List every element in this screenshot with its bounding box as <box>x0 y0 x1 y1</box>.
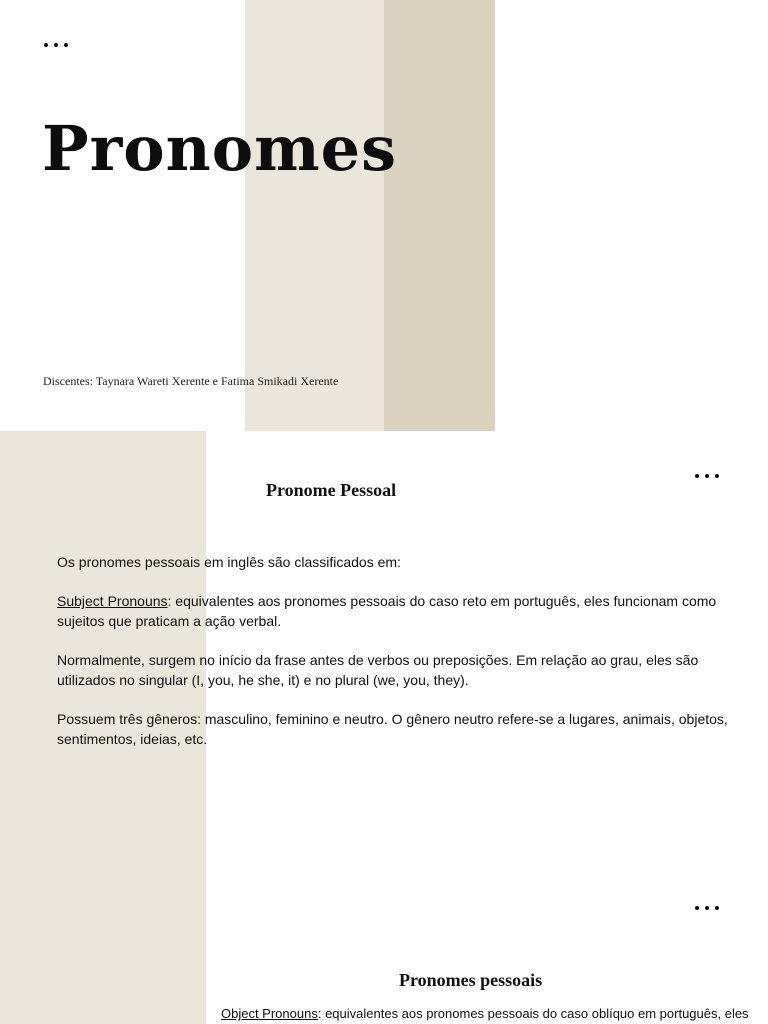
decorative-band-light <box>245 0 384 431</box>
decorative-side-panel <box>0 906 206 1024</box>
paragraph-genders: Possuem três gêneros: masculino, feminino e neutro. O gênero neutro refere-se a lugares, animais, objetos, sentimentos, ideias, etc. <box>57 711 728 747</box>
subject-pronouns-link[interactable]: Subject Pronouns <box>57 593 168 609</box>
slide-body <box>57 552 737 768</box>
paragraph-position: Normalmente, surgem no início da frase antes de verbos ou preposições. Em relação ao grau, eles são utilizados no singular (I, you, he she, it) e no plural (we, you, they). <box>57 652 699 688</box>
content-slide <box>0 906 768 1024</box>
slide-body <box>221 1005 749 1023</box>
content-slide <box>0 431 768 906</box>
slide-title: Pronomes <box>42 112 398 185</box>
object-pronouns-text: : equivalentes aos pronomes pessoais do caso oblíquo em português, eles <box>317 1006 749 1021</box>
object-pronouns-link[interactable]: Object Pronouns <box>221 1006 318 1021</box>
paragraph-subject-pronouns <box>57 591 737 631</box>
more-dots-icon <box>44 43 68 47</box>
more-dots-icon <box>695 906 719 910</box>
slide-background <box>495 0 768 431</box>
slide-heading: Pronome Pessoal <box>266 480 397 500</box>
slide-heading: Pronomes pessoais <box>399 970 543 990</box>
paragraph-intro: Os pronomes pessoais em inglês são classificados em: <box>57 554 401 570</box>
decorative-band-dark <box>384 0 495 431</box>
authors-line: Discentes: Taynara Wareti Xerente e Fatima Smikadi Xerente <box>43 374 339 388</box>
subject-pronouns-text: : equivalentes aos pronomes pessoais do caso reto em português, eles funcionam como sujeitos que praticam a ação verbal. <box>57 593 717 629</box>
more-dots-icon <box>695 474 719 478</box>
title-slide <box>0 0 768 431</box>
